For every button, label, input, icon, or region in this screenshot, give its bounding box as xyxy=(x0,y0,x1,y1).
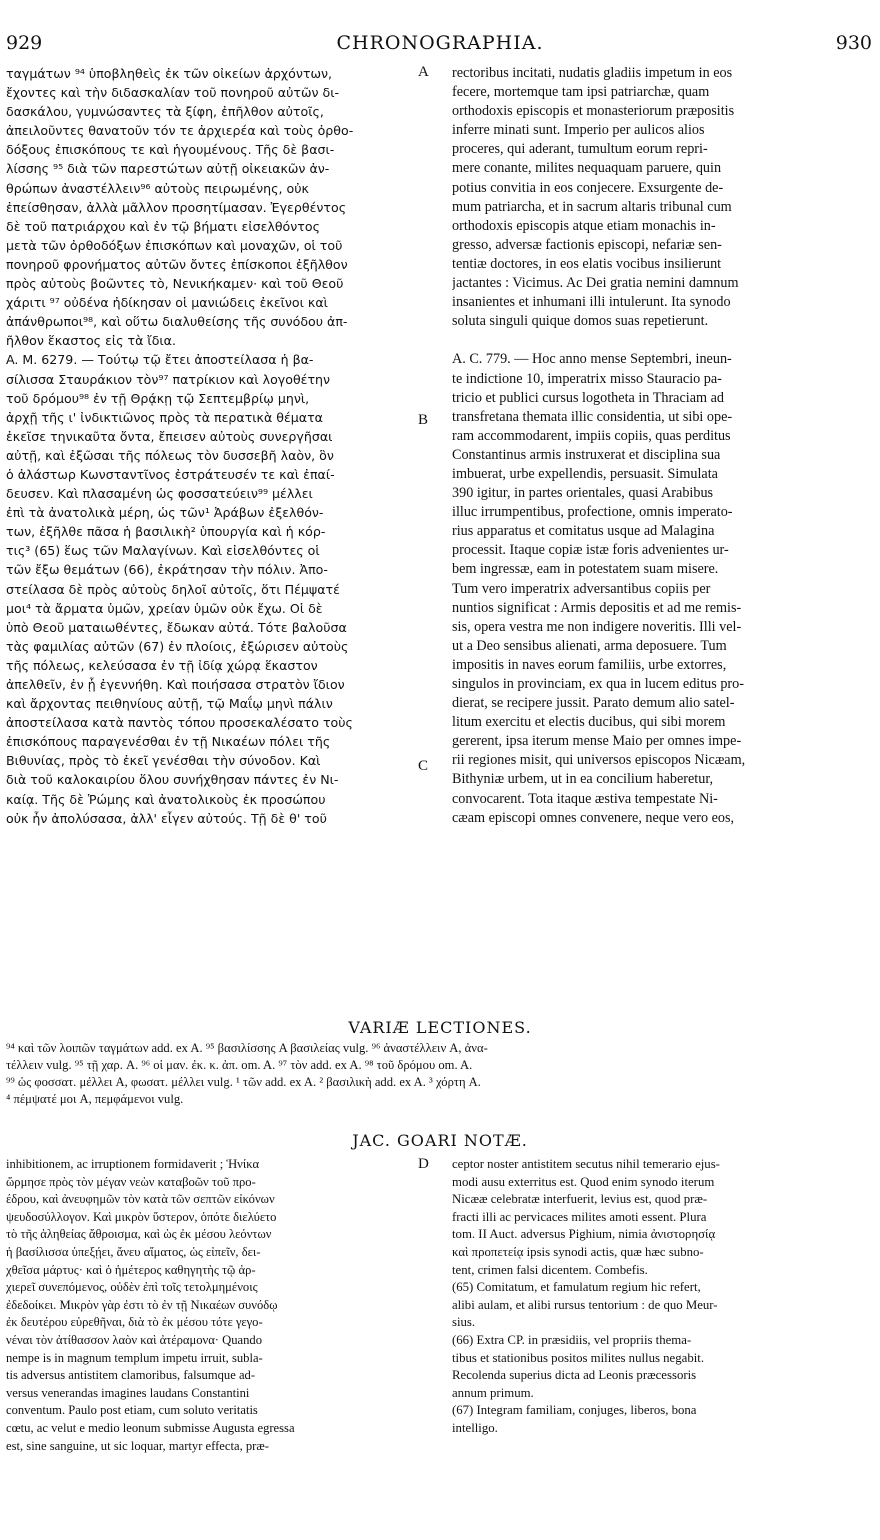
variae-lectiones xyxy=(6,1040,870,1108)
note-line: Nicææ celebratæ interfuerit, levius est, quod præ- xyxy=(452,1192,708,1207)
greek-line: καίᾳ. Τῆς δὲ Ῥώμης καὶ ἀνατολικοὺς ἐκ προσώπου xyxy=(6,791,326,807)
latin-line: ram accommodarent, impiis copiis, quas perditus xyxy=(452,427,731,444)
note-line: conventum. Paulo post etiam, cum soluto veritatis xyxy=(6,1403,258,1418)
greek-line: διὰ τοῦ καλοκαιρίου ὅλου συνήχθησαν πάντες ἐν Νι- xyxy=(6,772,339,788)
latin-line xyxy=(452,331,876,350)
greek-line: δασκάλου, γυμνώσαντες τὰ ξίφη, ἐπῆλθον αὐτοῖς, xyxy=(6,104,324,120)
latin-line: rectoribus incitati, nudatis gladiis impetum in eos xyxy=(452,65,733,81)
note-line: tom. II Auct. adversus Pighium, nimia ἀνιστορησίᾳ xyxy=(452,1227,716,1242)
greek-line: ἀπάνθρωποι⁹⁸, καὶ οὕτω διαλυθείσης τῆς συνόδου ἀπ- xyxy=(6,314,348,330)
variae-lectiones-title: VARIÆ LECTIONES. xyxy=(348,1018,532,1037)
note-line: (66) Extra CP. in præsidiis, vel propriis thema- xyxy=(452,1332,692,1347)
latin-line: tentiæ doctores, in eos elatis vocibus insilierunt xyxy=(452,255,722,272)
note-line: modi ausu exterritus est. Quod enim synodo iterum xyxy=(452,1174,715,1189)
note-line: versus venerandas imagines laudans Constantini xyxy=(6,1385,250,1400)
greek-line: ἐπὶ τὰ ἀνατολικὰ μέρη, ὡς τῶν¹ Ἀράβων ἐξελθόν- xyxy=(6,505,324,521)
latin-line: orthodoxis episcopis atque etiam monachis in- xyxy=(452,217,716,234)
greek-line: ταγμάτων ⁹⁴ ὑποβληθεὶς ἐκ τῶν οἰκείων ἀρχόντων, xyxy=(6,66,333,81)
note-line: ὥρμησε πρὸς τὸν μέγαν νεὼν καταβοῶν τοῦ προ- xyxy=(6,1174,256,1189)
note-line: έδρου, καὶ ἀνευφημῶν τὸν κατὰ τῶν σεπτῶν εἰκόνων xyxy=(6,1192,275,1207)
variae-line: ⁹⁹ ὡς φοσσατ. μέλλει A, φωσατ. μέλλει vulg. ¹ τῶν add. ex A. ² βασιλικὴ add. ex A. ³ χόρτη A. xyxy=(6,1075,481,1089)
latin-line: processit. Itaque copiæ istæ foris advenientes ur- xyxy=(452,542,729,559)
margin-marker-a: A xyxy=(418,64,429,80)
greek-line: τις³ (65) ἕως τῶν Μαλαγίνων. Καὶ εἰσελθόντες οἱ xyxy=(6,543,320,559)
note-line: νέναι τὸν ἀτίθασσον λαὸν καὶ ἀτέραμονα· Quando xyxy=(6,1332,263,1347)
latin-line: transfretana themata illic considentia, ut sibi ope- xyxy=(452,408,733,425)
greek-line: ῆλθον ἕκαστος εἰς τὰ ἴδια. xyxy=(6,333,176,349)
greek-line: δευσεν. Καὶ πλασαμένη ὡς φοσσατεύειν⁹⁹ μέλλει xyxy=(6,486,313,502)
margin-marker-c: C xyxy=(418,758,429,774)
variae-line: ⁹⁴ καὶ τῶν λοιπῶν ταγμάτων add. ex A. ⁹⁵ βασιλίσσης A βασιλείας vulg. ⁹⁶ ἀναστέλλειν A, ἀνα- xyxy=(6,1041,488,1055)
margin-marker-b: B xyxy=(418,412,429,428)
note-line: (65) Comitatum, et famulatum regium hic refert, xyxy=(452,1280,701,1295)
variae-line: ⁴ πέμψατέ μοι A, πεμφάμενοι vulg. xyxy=(6,1092,184,1106)
latin-line: imbuerat, urbe expellendis, persuasit. Simulata xyxy=(452,465,718,482)
greek-line: τοῦ δρόμου⁹⁸ ἐν τῇ Θρᾴκῃ τῷ Σεπτεμβρίῳ μηνὶ, xyxy=(6,390,310,406)
greek-line: πονηροῦ φρονήματος αὐτῶν ὄντες ἐπίσκοποι ἐξῆλθον xyxy=(6,256,348,272)
latin-line: cæam episcopi omnes convenere, neque vero eos, xyxy=(452,809,735,826)
note-line: fracti illi ac pervicaces milites amoti essent. Plura xyxy=(452,1209,707,1224)
greek-line: ἀπελθεῖν, ἐν ᾗ ἐγεννήθη. Καὶ ποιήσασα στρατὸν ἴδιον xyxy=(6,677,345,692)
note-line: Recolenda superius dicta ad Leonis præcessoris xyxy=(452,1368,697,1383)
latin-line: gresso, adversæ factionis episcopi, nefariæ sen- xyxy=(452,236,722,253)
greek-line: ἐπείσθησαν, ἀλλὰ μᾶλλον προσητίμασαν. Ἐγερθέντος xyxy=(6,199,347,215)
running-title: CHRONOGRAPHIA. xyxy=(336,32,544,54)
greek-line: χάριτι ⁹⁷ οὐδένα ἠδίκησαν οἱ μανιώδεις ἐκεῖνοι καὶ xyxy=(6,295,328,311)
latin-line: impositis in naves eorum familiis, urbe extorres, xyxy=(452,656,727,673)
variae-line: τέλλειν vulg. ⁹⁵ τῇ χαρ. A. ⁹⁶ οἱ μαν. ἐκ. κ. ἀπ. om. A. ⁹⁷ τὸν add. ex A. ⁹⁸ τοῦ δρόμου om. A. xyxy=(6,1058,473,1072)
latin-line: litum exercitu et electis ducibus, qui sibi morem xyxy=(452,714,726,731)
greek-line: καὶ ἄρχοντας πειθηνίους αὐτῇ, τῷ Μαΐῳ μηνὶ πάλιν xyxy=(6,696,333,712)
note-line: annum primum. xyxy=(452,1385,534,1400)
latin-line: inferre minati sunt. Imperio per aulicos alios xyxy=(452,122,705,139)
note-line: inhibitionem, ac irruptionem formidaverit ; Ἡνίκα xyxy=(6,1157,260,1171)
note-line: ἐκ δευτέρου εὑρεθῆναι, διὰ τὸ ἐκ μέσου τότε γεγο- xyxy=(6,1315,263,1330)
note-line: alibi aulam, et alibi rursus tentorium : de quo Meur- xyxy=(452,1297,718,1312)
greek-line: μοι⁴ τὰ ἄρματα ὑμῶν, χρείαν ὑμῶν οὐκ ἔχω. Οἱ δὲ xyxy=(6,600,323,616)
latin-line: soluta singuli quique domos suas repetierunt. xyxy=(452,313,709,330)
latin-line: Tum vero imperatrix adversantibus copiis per xyxy=(452,580,711,597)
latin-line: ut a Deo sensibus alienati, arma deposuere. Tum xyxy=(452,637,727,654)
note-line: est, sine sanguine, ut sic loquar, martyr effecta, præ- xyxy=(6,1438,269,1453)
note-line: intelligo. xyxy=(452,1420,498,1435)
note-line: χθεῖσα μάρτυς· καὶ ὁ ἡμέτερος καθηγητὴς τῷ ἀρ- xyxy=(6,1262,256,1277)
latin-line: Bithyniæ urbem, ut in ea concilium haberetur, xyxy=(452,771,714,788)
greek-line: ἀπειλοῦντες θανατοῦν τόν τε ἀρχιερέα καὶ τοὺς ὀρθο- xyxy=(6,123,354,139)
note-line: καὶ προπετείᾳ ipsis synodi actis, quæ hæc subno- xyxy=(452,1244,704,1259)
latin-line: Constantinus armis instruxerat et disciplina sua xyxy=(452,446,721,463)
greek-line: ὁ ἀλάστωρ Κωνσταντῖνος ἐστράτευσέν τε καὶ ἐπαί- xyxy=(6,466,335,482)
latin-line: bem ingressæ, eam in potestatem suam misere. xyxy=(452,561,719,578)
right-page-number: 930 xyxy=(835,32,872,54)
greek-line: Βιθυνίας, πρὸς τὸ ἐκεῖ γενέσθαι τὴν σύνοδον. Καὶ xyxy=(6,753,321,769)
latin-line: orthodoxis episcopis et monasteriorum præpositis xyxy=(452,103,735,120)
latin-line: singulos in provinciam, ex qua in lucem editus pro- xyxy=(452,676,744,692)
greek-line: δὲ τοῦ πατριάρχου καὶ ἐν τῷ βήματι εἰσελθόντος xyxy=(6,218,320,234)
latin-line: rii regiones misit, qui universos episcopos Nicæam, xyxy=(452,752,746,769)
note-line: τὸ τῆς ἀληθείας ἄθροισμα, καὶ ὡς ἐκ μέσου λεόντων xyxy=(6,1227,272,1242)
greek-line: ἐπισκόπους παραγενέσθαι ἐν τῇ Νικαέων πόλει τῆς xyxy=(6,734,331,750)
note-line: ψευδοσύλλογον. Καὶ μικρὸν ὕστερον, ὁπότε διελύετο xyxy=(6,1209,277,1224)
latin-line: insanientes et inhumani illi intulerunt. Ita synodo xyxy=(452,294,731,311)
latin-line: A. C. 779. — Hoc anno mense Septembri, ineun- xyxy=(452,351,732,368)
note-line: nempe is in magnum templum impetu irruit, subla- xyxy=(6,1350,263,1365)
latin-line: dierat, se recipere jussit. Parato demum alio satel- xyxy=(452,695,735,712)
note-line: sius. xyxy=(452,1315,476,1330)
greek-line: A. M. 6279. — Τούτῳ τῷ ἔτει ἀποστείλασα ἡ βα- xyxy=(6,352,314,368)
margin-marker-d: D xyxy=(418,1156,429,1172)
latin-line: rius apparatus et comitatus usque ad Malagina xyxy=(452,523,715,540)
greek-line: σίλισσα Σταυράκιον τὸν⁹⁷ πατρίκιον καὶ λογοθέτην xyxy=(6,371,331,387)
latin-line: mum patriarcha, et in sacrum altaris tribunal cum xyxy=(452,198,732,215)
latin-line: 390 igitur, in partes orientales, quasi Arabibus xyxy=(452,485,714,502)
notes-right-column xyxy=(452,1156,876,1438)
latin-line: te indictione 10, imperatrix misso Stauracio pa- xyxy=(452,370,722,387)
greek-line: θρώπων ἀναστέλλειν⁹⁶ αὐτοὺς πειρωμένης, οὐκ xyxy=(6,180,309,196)
greek-line: οὐκ ἦν ἀπολύσασα, ἀλλ' εἶγεν αὐτούς. Τῇ δὲ θ' τοῦ xyxy=(6,810,327,826)
note-line: tis adversus antistitem clamoribus, falsumque ad- xyxy=(6,1368,256,1383)
note-line: ἡ βασίλισσα ὑπεξῄει, ἄνευ αἵματος, ὡς εἰπεῖν, δει- xyxy=(6,1244,261,1259)
note-line: tibus et stationibus positos milites nullus negabit. xyxy=(452,1350,705,1365)
note-line: cœtu, ac velut e medio leonum submisse Augusta egressa xyxy=(6,1420,295,1435)
note-line: ceptor noster antistitem secutus nihil temerario ejus- xyxy=(452,1157,720,1171)
greek-line: δόξους ἐπισκόπους τε καὶ ἡγουμένους. Τῆς δὲ βασι- xyxy=(6,142,335,158)
greek-line: αὐτῇ, καὶ ἐξῶσαι τῆς πόλεως τὸν δυσσεβῆ λαὸν, ὃν xyxy=(6,447,334,463)
left-page-number: 929 xyxy=(6,32,43,54)
notes-left-column xyxy=(6,1156,416,1455)
latin-line: sis, opera vestra me non indigere noveritis. Illi vel- xyxy=(452,618,742,635)
notes-title: JAC. GOARI NOTÆ. xyxy=(352,1131,528,1150)
page-header xyxy=(0,32,880,56)
latin-line: gererent, ipsa iterum mense Maio per omnes impe- xyxy=(452,733,742,750)
latin-text-column xyxy=(452,64,876,828)
greek-line: ἐκεῖσε τηνικαῦτα ὄντα, ἔπεισεν αὐτοὺς συνεργῆσαι xyxy=(6,428,333,444)
latin-line: tricio et publici cursus logotheta in Thraciam ad xyxy=(452,389,724,406)
latin-line: proceres, qui aderant, tumultum eorum repri- xyxy=(452,141,708,158)
note-line: (67) Integram familiam, conjuges, liberos, bona xyxy=(452,1403,697,1418)
latin-line: illuc irrumpentibus, profectione, omnis imperato- xyxy=(452,504,733,521)
latin-line: mere conante, milites nequaquam paruere, quin xyxy=(452,160,722,177)
latin-line: fecere, mortemque tam ipsi patriarchæ, quam xyxy=(452,84,710,101)
latin-line: convocarent. Tota itaque æstiva tempestate Ni- xyxy=(452,790,718,807)
greek-line: τῆς πόλεως, κελεύσασα ἐν τῇ ἰδίᾳ χώρᾳ ἕκαστον xyxy=(6,657,318,673)
latin-line: nuntios significat : Armis depositis et ad me remis- xyxy=(452,599,742,616)
greek-text-column xyxy=(6,64,414,828)
greek-line: στείλασα δὲ πρὸς αὐτοὺς δηλοῖ αὐτοῖς, ὅτι Πέμψατέ xyxy=(6,581,340,597)
greek-line: μετὰ τῶν ὀρθοδόξων ἐπισκόπων καὶ μοναχῶν, οἱ τοῦ xyxy=(6,237,343,253)
greek-line: τὰς φαμιλίας αὐτῶν (67) ἐν πλοίοις, ἐξώρισεν αὐτοὺς xyxy=(6,638,349,654)
greek-line: πρὸς αὐτοὺς βοῶντες τὸ, Νενικήκαμεν· καὶ τοῦ Θεοῦ xyxy=(6,276,344,292)
note-line: χιερεῖ συνεπόμενος, οὐδὲν ἐπὶ τοῖς τετολμημένοις xyxy=(6,1280,258,1295)
greek-line: ἀποστείλασα κατὰ παντὸς τόπου προσεκαλέσατο τοὺς xyxy=(6,715,353,731)
greek-line: λίσσης ⁹⁵ διὰ τῶν παρεστώτων αὐτῇ οἰκειακῶν ἀν- xyxy=(6,161,330,177)
greek-line: ἔχοντες καὶ τὴν διδασκαλίαν τοῦ πονηροῦ αὐτῶν δι- xyxy=(6,85,340,101)
note-line: tent, crimen falsi dicentem. Combefis. xyxy=(452,1262,648,1277)
latin-line: potius convitia in eos conjecere. Exsurgente de- xyxy=(452,179,724,196)
greek-line: ὑπὸ Θεοῦ ματαιωθέντες, ἔδωκαν αὐτά. Τότε βαλοῦσα xyxy=(6,619,347,635)
greek-line: ἀρχῇ τῆς ι' ἰνδικτιῶνος πρὸς τὰ περατικὰ θέματα xyxy=(6,409,323,425)
greek-line: τῶν ἔξω θεμάτων (66), ἐκράτησαν τὴν πόλιν. Ἀπο- xyxy=(6,562,328,578)
latin-line: jactantes : Vicimus. Ac Dei gratia nemini damnum xyxy=(452,275,739,292)
note-line: ἐδεδοίκει. Μικρὸν γὰρ ἐστι τὸ ἐν τῇ Νικαέων συνόδῳ xyxy=(6,1297,278,1312)
greek-line: των, ἐξῆλθε πᾶσα ἡ βασιλικὴ² ὑπουργία καὶ ἡ κόρ- xyxy=(6,524,326,540)
